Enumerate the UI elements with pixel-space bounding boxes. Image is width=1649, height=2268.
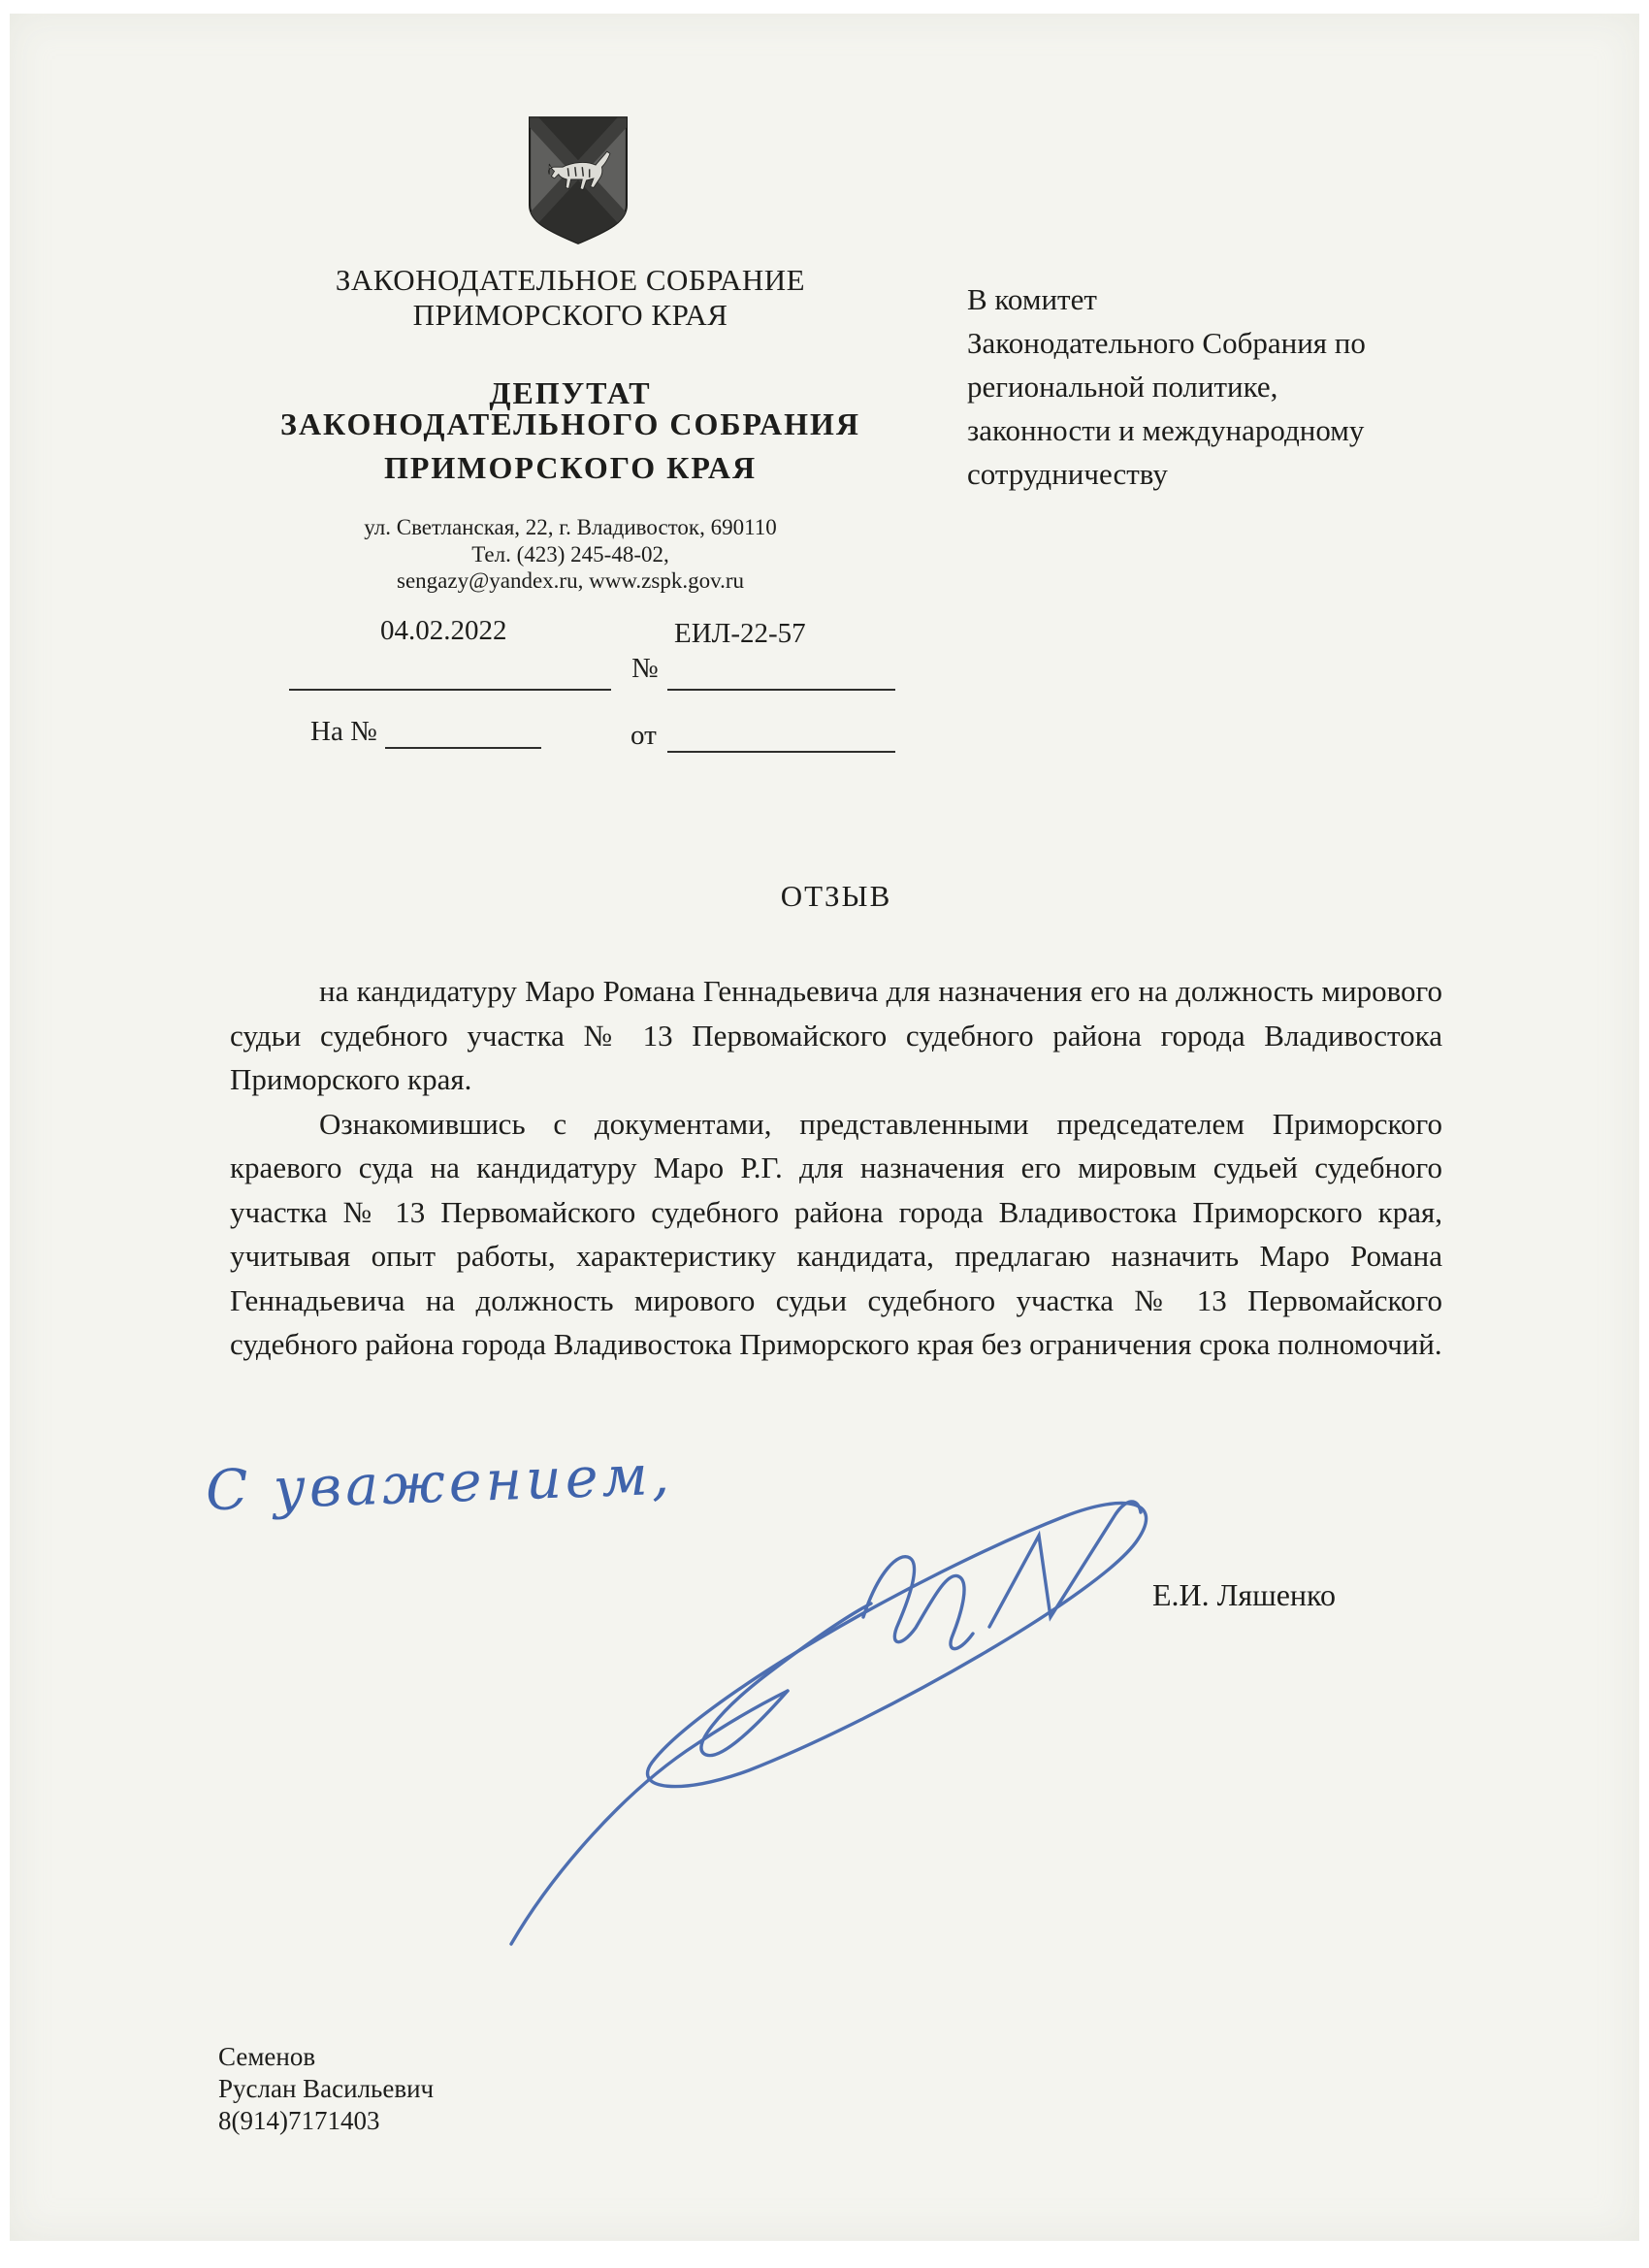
footer-contact-name: Руслан Васильевич	[218, 2074, 435, 2103]
addressee-line: Законодательного Собрания по	[967, 326, 1366, 360]
ref-number: ЕИЛ-22-57	[674, 618, 806, 649]
contact-phone: Тел. (423) 245-48-02,	[471, 542, 669, 567]
handwritten-salutation: С уважением,	[204, 1442, 674, 1524]
from-label: от	[630, 720, 657, 751]
number-underline	[667, 689, 895, 691]
document-body	[230, 969, 1442, 1367]
date-underline	[289, 689, 611, 691]
ref-date: 04.02.2022	[380, 615, 507, 646]
addressee-line: В комитет	[967, 282, 1097, 316]
contact-address: ул. Светланская, 22, г. Владивосток, 690110	[364, 515, 777, 539]
footer-contact-phone: 8(914)7171403	[218, 2106, 380, 2135]
deputy-title-line3: ПРИМОРСКОГО КРАЯ	[383, 450, 758, 485]
org-name-line1: ЗАКОНОДАТЕЛЬНОЕ СОБРАНИЕ	[335, 263, 806, 297]
addressee-line: региональной политике,	[967, 370, 1278, 404]
on-number-label: На №	[310, 716, 377, 747]
from-underline	[667, 751, 895, 753]
signer-name: Е.И. Ляшенко	[1152, 1577, 1336, 1612]
on-number-underline	[385, 747, 541, 749]
body-paragraph: Ознакомившись с документами, представленными председателем Приморского краевого суда на кандидатуру Маро Р.Г. для назначения его мировым судьей судебного участка № 13 Первомайского судебного района города Владивостока Приморского края, учитывая опыт работы, характеристику кандидата, предлагаю назначить Маро Романа Геннадьевича на должность мирового судьи судебного участка № 13 Первомайского судебного района города Владивостока Приморского края без ограничения срока полномочий.	[230, 1106, 1442, 1361]
body-paragraph: на кандидатуру Маро Романа Геннадьевича для назначения его на должность мирового судьи судебного участка № 13 Первомайского судебного района города Владивостока Приморского края.	[230, 974, 1442, 1096]
footer-contact	[218, 2041, 434, 2137]
document-title: ОТЗЫВ	[780, 879, 892, 913]
deputy-title-line2: ЗАКОНОДАТЕЛЬНОГО СОБРАНИЯ	[280, 406, 860, 441]
addressee-line: сотрудничеству	[967, 457, 1168, 491]
addressee-block	[967, 277, 1433, 496]
org-name-line2: ПРИМОРСКОГО КРАЯ	[412, 298, 728, 332]
addressee-line: законности и международному	[967, 413, 1365, 447]
footer-contact-surname: Семенов	[218, 2042, 316, 2071]
deputy-title-line1: ДЕПУТАТ	[489, 375, 652, 410]
primorsky-krai-coat-of-arms-icon	[526, 114, 630, 246]
signature-ink-icon	[446, 1470, 1164, 1964]
contact-email-site: sengazy@yandex.ru, www.zspk.gov.ru	[397, 568, 744, 593]
number-label: №	[631, 653, 659, 684]
